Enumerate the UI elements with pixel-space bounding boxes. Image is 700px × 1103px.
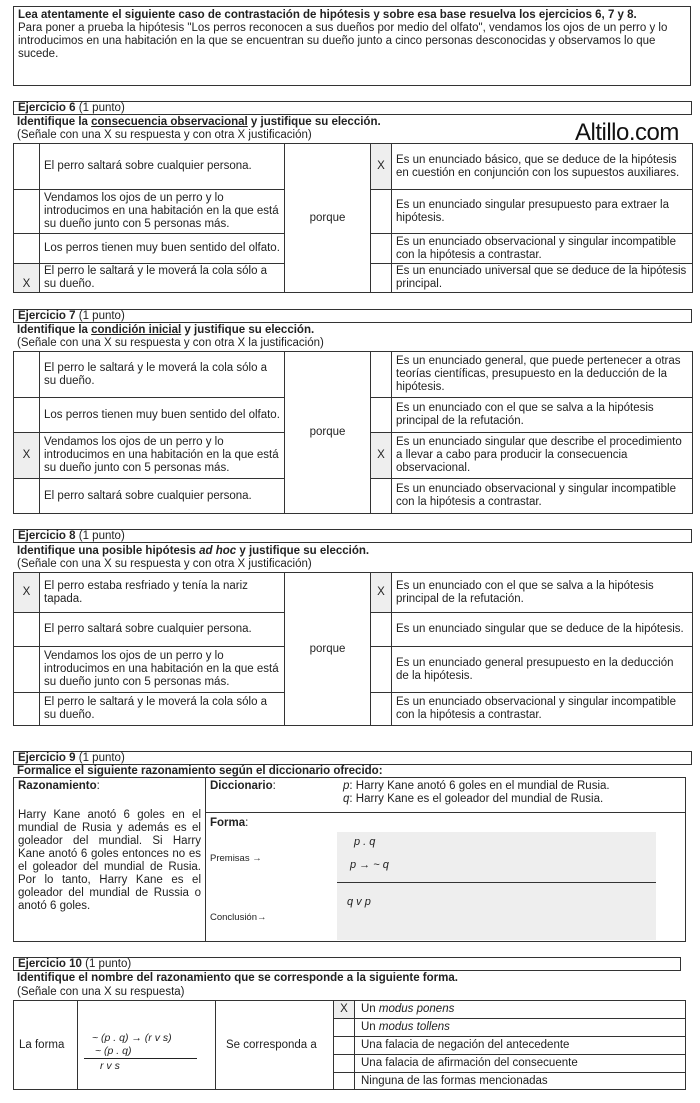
ex10-corresponds-cell <box>216 1001 334 1089</box>
ex7-instruction-key: condición inicial <box>91 324 182 336</box>
ex9-dict-text: : Harry Kane anotó 6 goles en el mundial de Rusia. <box>349 780 610 792</box>
ex9-premises-label: Premisas → <box>210 853 262 864</box>
ex7-justification-text: Es un enunciado general, que puede pertenecer a otras teorías científicas, presupuesto en la deducción de la hipótesis. <box>392 352 693 398</box>
ex9-dict-text: : Harry Kane es el goleador del mundial de Rusia. <box>349 793 604 805</box>
ex8-justification-mark[interactable]: X <box>371 573 392 613</box>
ex6-option-text: Los perros tienen muy buen sentido del olfato. <box>40 234 285 264</box>
ex9-dictionary-label: Diccionario <box>210 780 273 792</box>
ex10-option[interactable] <box>334 1055 686 1073</box>
ex8-instruction-key: ad hoc <box>199 545 237 557</box>
ex9-dictionary-cell: Diccionario: p: Harry Kane anotó 6 goles en el mundial de Rusia. q: Harry Kane es el goleador del mundial de Rusia. <box>206 778 685 813</box>
ex10-option-mark[interactable]: X <box>334 1001 355 1018</box>
ex6-justification-text: Es un enunciado universal que se deduce de la hipótesis principal. <box>392 264 693 293</box>
ex6-option-mark[interactable]: X <box>14 264 40 293</box>
ex8-option-text: Vendamos los ojos de un perro y lo introducimos en una habitación en la que está su dueño junto con 5 personas más. <box>40 647 285 693</box>
ex7-option-mark[interactable] <box>14 352 40 398</box>
ex7-justification-text: Es un enunciado con el que se salva a la hipótesis principal de la refutación. <box>392 398 693 433</box>
ex10-option-label: Ninguna de las formas mencionadas <box>361 1075 548 1087</box>
ex8-option-text: El perro le saltará y le moverá la cola sólo a su dueño. <box>40 693 285 726</box>
ex7-justification-mark[interactable] <box>371 398 392 433</box>
ex6-option-text: El perro saltará sobre cualquier persona. <box>40 144 285 190</box>
ex6-justification-mark[interactable] <box>371 234 392 264</box>
ex8-header <box>13 529 692 543</box>
ex10-option[interactable] <box>334 1037 686 1055</box>
ex9-dict-var: p <box>343 780 350 792</box>
ex6-option-text: Vendamos los ojos de un perro y lo introducimos en una habitación en la que está su dueño junto con 5 personas más. <box>40 190 285 234</box>
ex8-justification-text: Es un enunciado singular que se deduce de la hipótesis. <box>392 613 693 647</box>
ex8-connector: porque <box>285 573 371 726</box>
ex10-form-label-cell <box>14 1001 78 1089</box>
ex8-instruction-post: y justifique su elección. <box>236 545 370 557</box>
ex9-dict-var: q <box>343 793 350 805</box>
ex9-inference-line <box>337 882 656 883</box>
ex10-box <box>13 1000 686 1090</box>
ex10-option-mark[interactable] <box>334 1037 355 1054</box>
ex6-points: (1 punto) <box>78 102 125 114</box>
ex6-justification-text: Es un enunciado observacional y singular incompatible con la hipótesis a contrastar. <box>392 234 693 264</box>
ex7-option-mark[interactable]: X <box>14 433 40 479</box>
ex10-option-mark[interactable] <box>334 1019 355 1036</box>
ex6-justification-text: Es un enunciado singular presupuesto para extraer la hipótesis. <box>392 190 693 234</box>
ex7-table <box>13 351 693 514</box>
ex10-inference-line <box>84 1058 197 1059</box>
ex8-justification-text: Es un enunciado general presupuesto en la deducción de la hipótesis. <box>392 647 693 693</box>
ex8-table <box>13 572 693 726</box>
ex6-option-text: El perro le saltará y le moverá la cola sólo a su dueño. <box>40 264 285 293</box>
ex8-justification-mark[interactable] <box>371 693 392 726</box>
ex8-note: (Señale con una X su respuesta y con otra X justificación) <box>17 558 312 570</box>
ex9-dictionary-list <box>343 780 610 806</box>
ex9-form-cell: Forma: Premisas → Conclusión→ p . q p → ~ q q v p <box>206 813 685 941</box>
ex8-justification-text: Es un enunciado con el que se salva a la hipótesis principal de la refutación. <box>392 573 693 613</box>
ex6-header <box>13 101 692 115</box>
ex6-connector: porque <box>285 144 371 293</box>
ex7-justification-text: Es un enunciado observacional y singular incompatible con la hipótesis a contrastar. <box>392 479 693 514</box>
ex6-option-mark[interactable] <box>14 190 40 234</box>
ex8-instruction <box>17 545 369 558</box>
watermark: Altillo.com <box>575 119 679 146</box>
ex8-points: (1 punto) <box>78 530 125 542</box>
ex10-form-cell <box>78 1001 216 1089</box>
ex8-justification-mark[interactable] <box>371 647 392 693</box>
ex8-option-mark[interactable] <box>14 647 40 693</box>
ex9-reasoning-text: Harry Kane anotó 6 goles en el mundial de Rusia y además es el goleador del mundial. Si Harry Kane anotó 6 goles entonces no es el goleador del mundial de Rusia. Por lo tanto, Harry Kane es el goleador del mundial de Russia o anotó 6 goles. <box>18 809 201 912</box>
ex9-title: Ejercicio 9 <box>18 752 76 764</box>
ex6-justification-mark[interactable]: X <box>371 144 392 190</box>
ex7-instruction <box>17 324 314 337</box>
ex8-option-mark[interactable]: X <box>14 573 40 613</box>
ex9-conclusion-label: Conclusión→ <box>210 912 267 923</box>
ex9-conclusion: q v p <box>347 896 371 908</box>
ex8-option-text: El perro saltará sobre cualquier persona. <box>40 613 285 647</box>
ex7-option-mark[interactable] <box>14 398 40 433</box>
ex10-note: (Señale con una X su respuesta) <box>17 986 185 998</box>
ex10-option-label: Una falacia de negación del antecedente <box>361 1039 570 1051</box>
ex7-justification-mark[interactable]: X <box>371 433 392 479</box>
ex10-option-mark[interactable] <box>334 1073 355 1089</box>
ex9-dictionary-entry <box>343 780 610 793</box>
ex7-points: (1 punto) <box>78 310 125 322</box>
ex7-connector: porque <box>285 352 371 514</box>
ex9-reasoning-label: Razonamiento <box>18 780 97 792</box>
ex10-option[interactable] <box>334 1001 686 1019</box>
ex10-premise-2: ~ (p . q) <box>95 1045 132 1057</box>
ex10-premise-1: ~ (p . q) → (r v s) <box>92 1032 172 1044</box>
ex8-option-mark[interactable] <box>14 693 40 726</box>
ex6-title: Ejercicio 6 <box>18 102 76 114</box>
ex9-premise-1: p . q <box>354 836 376 848</box>
ex6-justification-mark[interactable] <box>371 190 392 234</box>
ex6-note: (Señale con una X su respuesta y con otra X justificación) <box>17 129 312 141</box>
ex6-justification-text: Es un enunciado básico, que se deduce de la hipótesis en cuestión en conjunción con los supuestos auxiliares. <box>392 144 693 190</box>
ex10-conclusion: r v s <box>100 1060 120 1072</box>
ex6-table <box>13 143 693 293</box>
ex8-option-text: El perro estaba resfriado y tenía la nariz tapada. <box>40 573 285 613</box>
ex6-instruction-post: y justifique su elección. <box>247 116 381 128</box>
ex8-justification-text: Es un enunciado observacional y singular incompatible con la hipótesis a contrastar. <box>392 693 693 726</box>
ex7-header <box>13 309 692 323</box>
ex10-header <box>13 957 681 971</box>
intro-title: Lea atentamente el siguiente caso de contrastación de hipótesis y sobre esa base resuelva los ejercicios 6, 7 y 8. <box>18 9 637 21</box>
ex10-option[interactable] <box>334 1073 686 1089</box>
ex9-answer-area[interactable] <box>337 832 656 940</box>
ex10-option-label: Un modus tollens <box>361 1021 450 1033</box>
ex9-reasoning-cell: Razonamiento: Harry Kane anotó 6 goles en el mundial de Rusia y además es el goleador del mundial. Si Harry Kane anotó 6 goles entonces no es el goleador del mundial de Rusia. Por lo tanto, Harry Kane es el goleador del mundial de Russia o anotó 6 goles. <box>14 778 206 941</box>
ex6-option-mark[interactable] <box>14 234 40 264</box>
ex7-instruction-post: y justifique su elección. <box>181 324 315 336</box>
ex8-instruction-pre: Identifique una posible hipótesis <box>17 545 200 557</box>
ex10-form-label: La forma <box>19 1039 65 1051</box>
ex6-instruction-key: consecuencia observacional <box>91 116 248 128</box>
ex7-option-text: El perro le saltará y le moverá la cola sólo a su dueño. <box>40 352 285 398</box>
ex6-instruction-pre: Identifique la <box>17 116 92 128</box>
ex10-points: (1 punto) <box>85 958 132 970</box>
ex7-note: (Señale con una X su respuesta y con otra X la justificación) <box>17 337 324 349</box>
ex7-option-text: Vendamos los ojos de un perro y lo introducimos en una habitación en la que está su dueño junto con 5 personas más. <box>40 433 285 479</box>
ex10-option-mark[interactable] <box>334 1055 355 1072</box>
ex10-title: Ejercicio 10 <box>18 958 82 970</box>
ex9-instruction: Formalice el siguiente razonamiento según el diccionario ofrecido: <box>17 765 383 777</box>
ex8-title: Ejercicio 8 <box>18 530 76 542</box>
ex9-box <box>13 777 686 942</box>
ex10-option-label: Un modus ponens <box>361 1003 455 1015</box>
ex9-form-label: Forma <box>210 817 246 829</box>
ex10-corresponds-label: Se corresponda a <box>226 1039 317 1051</box>
ex6-option-mark[interactable] <box>14 144 40 190</box>
ex6-justification-mark[interactable] <box>371 264 392 293</box>
ex9-header <box>13 751 692 765</box>
ex6-instruction <box>17 116 381 129</box>
ex7-option-mark[interactable] <box>14 479 40 514</box>
ex7-option-text: El perro saltará sobre cualquier persona. <box>40 479 285 514</box>
ex7-justification-text: Es un enunciado singular que describe el procedimiento a llevar a cabo para producir la consecuencia observacional. <box>392 433 693 479</box>
ex9-dictionary-entry <box>343 793 610 806</box>
intro-text: Para poner a prueba la hipótesis "Los perros reconocen a sus dueños por medio del olfato", vendamos los ojos de un perro y lo introducimos en una habitación en la que se encuentran su dueño junto a cinco personas desconocidas y observamos lo que sucede. <box>18 22 668 60</box>
ex10-instruction: Identifique el nombre del razonamiento que se corresponde a la siguiente forma. <box>17 972 458 984</box>
ex9-points: (1 punto) <box>78 752 125 764</box>
ex7-instruction-pre: Identifique la <box>17 324 92 336</box>
intro-box <box>13 6 691 86</box>
ex7-title: Ejercicio 7 <box>18 310 76 322</box>
ex8-justification-mark[interactable] <box>371 613 392 647</box>
ex9-premise-2: p → ~ q <box>350 859 389 871</box>
ex10-option-label: Una falacia de afirmación del consecuente <box>361 1057 578 1069</box>
ex10-option[interactable] <box>334 1019 686 1037</box>
ex8-option-mark[interactable] <box>14 613 40 647</box>
ex7-justification-mark[interactable] <box>371 479 392 514</box>
ex7-option-text: Los perros tienen muy buen sentido del olfato. <box>40 398 285 433</box>
ex7-justification-mark[interactable] <box>371 352 392 398</box>
